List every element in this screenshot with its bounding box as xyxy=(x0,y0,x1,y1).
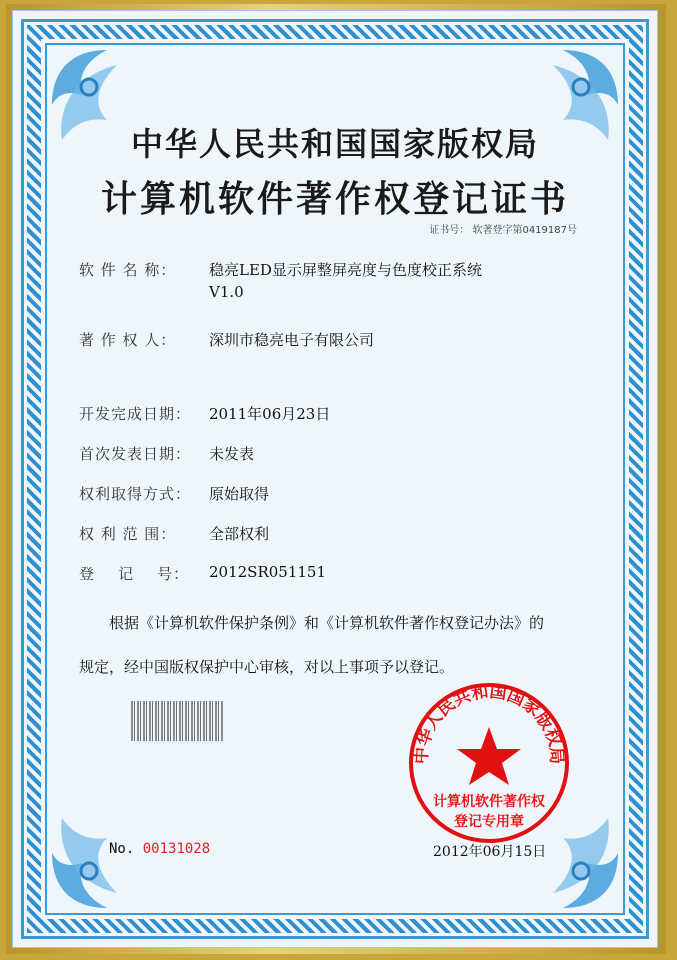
certificate-number-label: 证书号： xyxy=(429,225,470,236)
software-version: V1.0 xyxy=(209,283,244,301)
statement xyxy=(79,601,619,689)
field-label: 首次发表日期： xyxy=(79,445,192,463)
field-software-name xyxy=(79,259,482,280)
field-label: 权利取得方式： xyxy=(79,485,192,503)
certificate-number-value: 软著登字第0419187号 xyxy=(472,225,577,236)
seal-line-2: 登记专用章 xyxy=(454,814,524,830)
certificate-number xyxy=(429,221,577,236)
serial-value: 00131028 xyxy=(142,841,211,857)
field-value: 未发表 xyxy=(209,445,255,463)
issuer-title: 中华人民共和国国家版权局 xyxy=(130,125,539,163)
statement-line-1: 根据《计算机软件保护条例》和《计算机软件著作权登记办法》的 xyxy=(109,614,545,632)
corner-ornament-icon xyxy=(47,803,157,913)
field-completion-date xyxy=(79,403,330,424)
field-value: 原始取得 xyxy=(209,485,270,503)
barcode xyxy=(131,701,223,741)
serial-number xyxy=(109,841,210,857)
field-label: 著 作 权 人： xyxy=(79,331,177,349)
star-icon xyxy=(457,727,521,785)
seal-line-1: 计算机软件著作权 xyxy=(433,794,545,810)
field-rights-scope xyxy=(79,523,269,544)
field-value: 2012SR051151 xyxy=(209,563,327,581)
statement-line-2: 规定，经中国版权保护中心审核，对以上事项予以登记。 xyxy=(79,658,455,676)
official-seal xyxy=(405,679,573,847)
seal-arc-text: 中华人民共和国国家版权局 xyxy=(411,681,567,765)
field-value: 2011年06月23日 xyxy=(209,405,331,423)
field-label: 软 件 名 称： xyxy=(79,261,177,279)
field-acquisition-method xyxy=(79,483,269,504)
issue-date: 2012年06月15日 xyxy=(433,844,547,860)
certificate-paper xyxy=(12,10,658,948)
field-label: 登 记 号： xyxy=(79,565,190,583)
field-value: 全部权利 xyxy=(209,525,270,543)
field-copyright-owner xyxy=(79,329,374,350)
field-label: 权 利 范 围： xyxy=(79,525,177,543)
field-value: 深圳市稳亮电子有限公司 xyxy=(209,331,375,349)
field-publication-date xyxy=(79,443,254,464)
field-value: 稳亮LED显示屏整屏亮度与色度校正系统 xyxy=(209,261,482,279)
field-registration-number xyxy=(79,563,326,584)
serial-prefix: No. xyxy=(109,841,135,857)
certificate-title: 计算机软件著作权登记证书 xyxy=(100,178,569,220)
field-label: 开发完成日期： xyxy=(79,405,192,423)
